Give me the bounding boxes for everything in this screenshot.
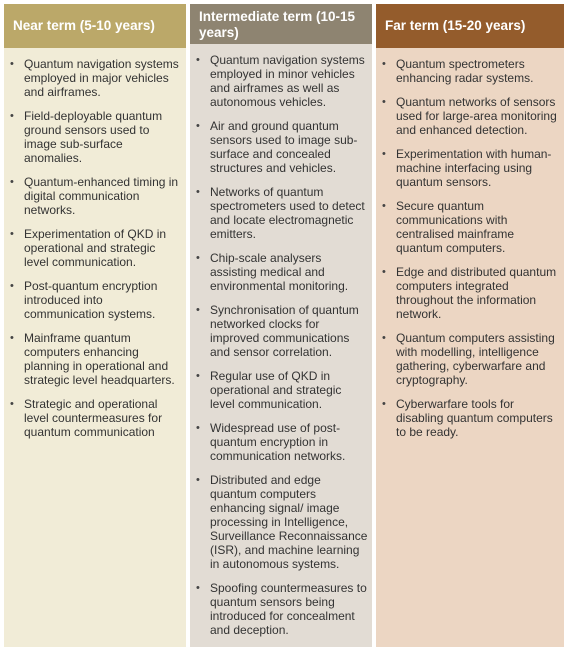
column-header-near-term: Near term (5-10 years) — [4, 4, 186, 48]
list-item: • Mainframe quantum computers enhancing planning in operational and strategic level headquarters. — [8, 331, 182, 387]
list-item: • Quantum spectrometers enhancing radar systems. — [380, 57, 560, 85]
list-item: • Quantum computers assisting with modelling, intelligence gathering, cyberwarfare and cryptography. — [380, 331, 560, 387]
list-item: • Quantum-enhanced timing in digital communication networks. — [8, 175, 182, 217]
intermediate-term-list — [190, 44, 372, 637]
list-item: • Quantum networks of sensors used for large-area monitoring and enhanced detection. — [380, 95, 560, 137]
list-item: • Strategic and operational level countermeasures for quantum communication — [8, 397, 182, 439]
list-item: • Distributed and edge quantum computers enhancing signal/ image processing in Intelligence, Surveillance Reconnaissance (ISR), and machine learning in autonomous systems. — [194, 473, 368, 571]
list-item: • Air and ground quantum sensors used to image sub-surface and concealed structures and vehicles. — [194, 119, 368, 175]
list-item: • Chip-scale analysers assisting medical and environmental monitoring. — [194, 251, 368, 293]
list-item: • Cyberwarfare tools for disabling quantum computers to be ready. — [380, 397, 560, 439]
list-item: • Networks of quantum spectrometers used to detect and locate electromagnetic emitters. — [194, 185, 368, 241]
list-item: • Experimentation of QKD in operational and strategic level communication. — [8, 227, 182, 269]
timeline-table — [4, 4, 564, 647]
list-item: • Quantum navigation systems employed in major vehicles and airframes. — [8, 57, 182, 99]
column-header-intermediate-term: Intermediate term (10-15 years) — [190, 4, 372, 44]
column-header-far-term: Far term (15-20 years) — [376, 4, 564, 48]
list-item: • Regular use of QKD in operational and strategic level communication. — [194, 369, 368, 411]
list-item: • Secure quantum communications with centralised mainframe quantum computers. — [380, 199, 560, 255]
list-item: • Quantum navigation systems employed in minor vehicles and airframes as well as autonomous vehicles. — [194, 53, 368, 109]
column-body-near-term — [4, 48, 186, 647]
near-term-list — [4, 48, 186, 439]
list-item: • Field-deployable quantum ground sensors used to image sub-surface anomalies. — [8, 109, 182, 165]
column-intermediate-term — [190, 4, 372, 647]
column-far-term — [376, 4, 564, 647]
column-body-far-term — [376, 48, 564, 647]
list-item: • Synchronisation of quantum networked clocks for improved communications and sensor correlation. — [194, 303, 368, 359]
list-item: • Post-quantum encryption introduced into communication systems. — [8, 279, 182, 321]
column-body-intermediate-term — [190, 44, 372, 647]
far-term-list — [376, 48, 564, 439]
list-item: • Widespread use of post-quantum encryption in communication networks. — [194, 421, 368, 463]
column-near-term — [4, 4, 186, 647]
list-item: • Experimentation with human-machine interfacing using quantum sensors. — [380, 147, 560, 189]
list-item: • Spoofing countermeasures to quantum sensors being introduced for concealment and deception. — [194, 581, 368, 637]
list-item: • Edge and distributed quantum computers integrated throughout the information network. — [380, 265, 560, 321]
